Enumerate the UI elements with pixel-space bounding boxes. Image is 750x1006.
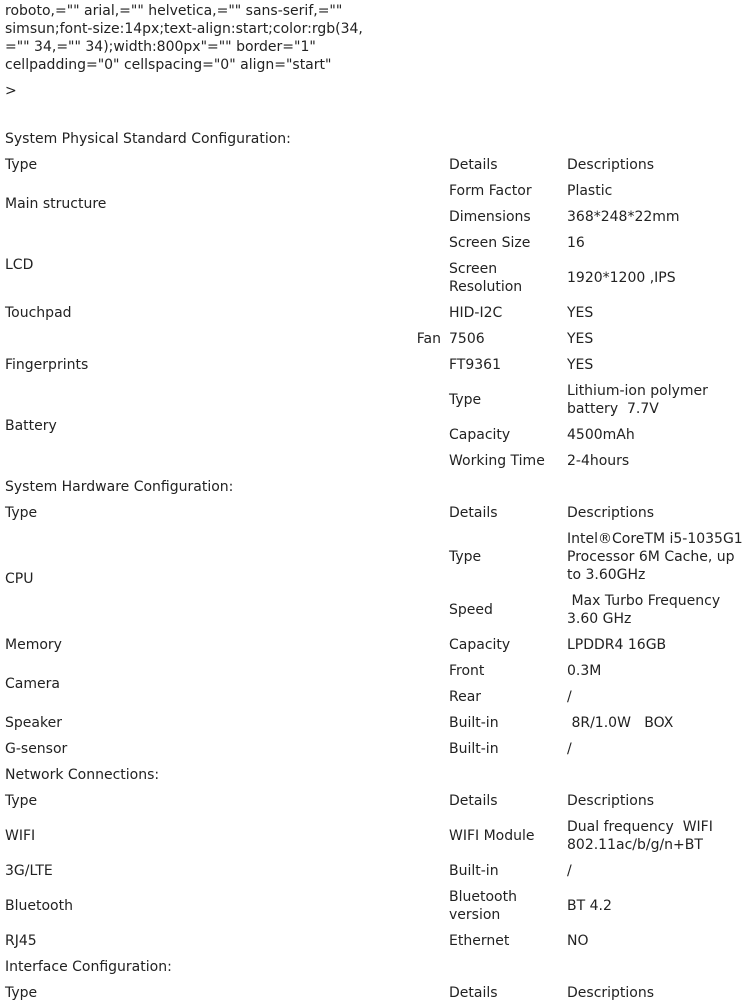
row-description: YES <box>567 331 594 347</box>
column-header: Descriptions <box>567 985 655 1001</box>
table-row <box>0 448 750 474</box>
table-row <box>0 326 750 352</box>
row-description: BT 4.2 <box>567 898 612 914</box>
section-title-row <box>0 126 750 152</box>
row-description: Lithium-ion polymer battery 7.7V <box>567 383 713 417</box>
column-header: Details <box>449 157 498 173</box>
row-type-label: Speaker <box>5 715 62 731</box>
row-detail: Type <box>449 392 482 408</box>
junk-line: simsun;font-size:14px;text-align:start;color:rgb(34, <box>5 21 363 37</box>
row-description: 2-4hours <box>567 453 630 469</box>
stray-html-attribute-text <box>5 2 745 100</box>
row-detail: Bluetooth version <box>449 889 517 923</box>
column-header: Details <box>449 505 498 521</box>
table-row <box>0 178 750 204</box>
row-detail: Screen Size <box>449 235 531 251</box>
row-detail: Rear <box>449 689 482 705</box>
table-row <box>0 300 750 326</box>
table-row <box>0 884 750 928</box>
row-prefix-label: Fan <box>416 331 441 347</box>
row-detail: 7506 <box>449 331 485 347</box>
row-description: / <box>567 689 572 705</box>
row-description: 0.3M <box>567 663 602 679</box>
row-detail: WIFI Module <box>449 828 535 844</box>
table-row <box>0 710 750 736</box>
row-detail: Screen Resolution <box>449 261 523 295</box>
row-description: Dual frequency WIFI 802.11ac/b/g/n+BT <box>567 819 718 853</box>
row-description: LPDDR4 16GB <box>567 637 667 653</box>
row-type-label: LCD <box>5 257 34 273</box>
table-row <box>0 928 750 954</box>
column-header: Type <box>5 793 38 809</box>
row-description: 16 <box>567 235 585 251</box>
section-title: Network Connections: <box>5 767 160 783</box>
row-detail: FT9361 <box>449 357 501 373</box>
table-header-row <box>0 788 750 814</box>
table-row <box>0 588 750 632</box>
row-type-label: 3G/LTE <box>5 863 53 879</box>
column-header: Type <box>5 505 38 521</box>
table-header-row <box>0 152 750 178</box>
table-row <box>0 632 750 658</box>
row-description: / <box>567 863 572 879</box>
junk-line: cellpadding="0" cellspacing="0" align="start" <box>5 57 332 73</box>
row-type-label: Battery <box>5 418 57 434</box>
row-detail: Type <box>449 549 482 565</box>
table-row <box>0 814 750 858</box>
row-detail: Dimensions <box>449 209 531 225</box>
table-row <box>0 352 750 378</box>
row-detail: Built-in <box>449 715 499 731</box>
row-description: 8R/1.0W BOX <box>567 715 674 731</box>
junk-line: > <box>5 83 17 99</box>
column-header: Descriptions <box>567 505 655 521</box>
row-detail: Built-in <box>449 741 499 757</box>
row-detail: Capacity <box>449 427 511 443</box>
row-description: / <box>567 741 572 757</box>
row-type-label: Memory <box>5 637 62 653</box>
row-description: NO <box>567 933 589 949</box>
row-detail: Form Factor <box>449 183 532 199</box>
table-row <box>0 658 750 684</box>
row-description: YES <box>567 305 594 321</box>
row-detail: HID-I2C <box>449 305 503 321</box>
row-type-label: WIFI <box>5 828 36 844</box>
section-title: System Hardware Configuration: <box>5 479 234 495</box>
section-title-row <box>0 762 750 788</box>
column-header: Descriptions <box>567 793 655 809</box>
section-title: Interface Configuration: <box>5 959 172 975</box>
row-type-label: G-sensor <box>5 741 68 757</box>
row-type-label: Main structure <box>5 196 107 212</box>
row-description: Max Turbo Frequency 3.60 GHz <box>567 593 725 627</box>
section-title-row <box>0 474 750 500</box>
row-type-label: Bluetooth <box>5 898 73 914</box>
junk-line: ="" 34,="" 34);width:800px"="" border="1" <box>5 39 316 55</box>
table-row <box>0 526 750 588</box>
column-header: Details <box>449 793 498 809</box>
table-header-row <box>0 980 750 1006</box>
table-header-row <box>0 500 750 526</box>
table-row <box>0 858 750 884</box>
column-header: Descriptions <box>567 157 655 173</box>
row-description: Plastic <box>567 183 613 199</box>
section-title: System Physical Standard Configuration: <box>5 131 291 147</box>
row-detail: Ethernet <box>449 933 510 949</box>
table-row <box>0 230 750 256</box>
row-description: Intel®CoreTM i5-1035G1 Processor 6M Cache, up to 3.60GHz <box>567 531 748 583</box>
column-header: Type <box>5 157 38 173</box>
junk-line: roboto,="" arial,="" helvetica,="" sans-serif,="" <box>5 3 343 19</box>
section-title-row <box>0 954 750 980</box>
row-detail: Capacity <box>449 637 511 653</box>
row-type-label: Fingerprints <box>5 357 89 373</box>
row-detail: Working Time <box>449 453 545 469</box>
table-row <box>0 422 750 448</box>
column-header: Type <box>5 985 38 1001</box>
row-type-label: CPU <box>5 571 34 587</box>
row-description: 1920*1200 ,IPS <box>567 270 676 286</box>
table-row <box>0 378 750 422</box>
row-detail: Front <box>449 663 485 679</box>
table-row <box>0 684 750 710</box>
row-type-label: Camera <box>5 676 60 692</box>
row-detail: Speed <box>449 602 493 618</box>
row-description: YES <box>567 357 594 373</box>
row-type-label: RJ45 <box>5 933 37 949</box>
row-type-label: Touchpad <box>5 305 72 321</box>
table-row <box>0 204 750 230</box>
column-header: Details <box>449 985 498 1001</box>
row-detail: Built-in <box>449 863 499 879</box>
table-row <box>0 256 750 300</box>
row-description: 368*248*22mm <box>567 209 680 225</box>
table-row <box>0 736 750 762</box>
row-description: 4500mAh <box>567 427 635 443</box>
